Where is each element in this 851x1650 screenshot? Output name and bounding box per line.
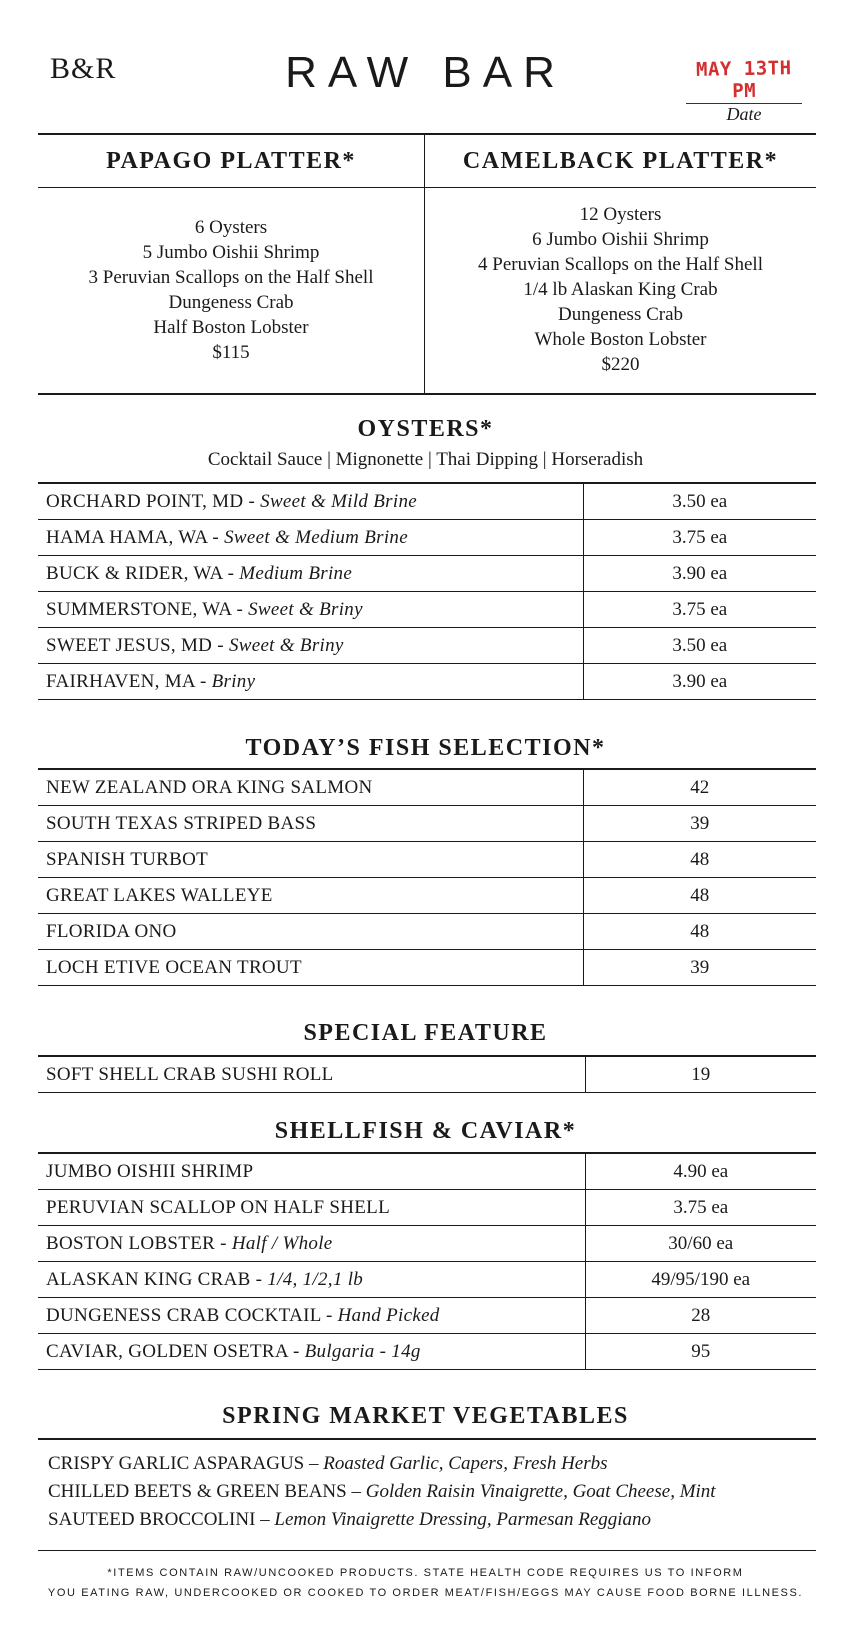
item-name: SOFT SHELL CRAB SUSHI ROLL: [38, 1056, 585, 1093]
item-price: 3.50 ea: [583, 628, 816, 664]
item-name: HAMA HAMA, WA: [46, 526, 208, 548]
item-name: LOCH ETIVE OCEAN TROUT: [38, 950, 583, 986]
table-row: [38, 1298, 816, 1334]
item-name-cell: CAVIAR, GOLDEN OSETRA - Bulgaria - 14g: [38, 1334, 585, 1370]
item-name: GREAT LAKES WALLEYE: [38, 878, 583, 914]
table-row: [38, 592, 816, 628]
item-desc: 1/4, 1/2,1 lb: [267, 1268, 364, 1290]
health-notice-line: YOU EATING RAW, UNDERCOOKED OR COOKED TO ORDER MEAT/FISH/EGGS MAY CAUSE FOOD BORNE ILLNESS.: [47, 1587, 804, 1599]
platter-item: 6 Jumbo Oishii Shrimp: [532, 229, 709, 250]
item-price: 48: [583, 878, 816, 914]
table-row: [38, 556, 816, 592]
item-name: CRISPY GARLIC ASPARAGUS: [48, 1453, 305, 1474]
platters-box: [38, 133, 816, 395]
section-title-vegetables: SPRING MARKET VEGETABLES: [222, 1403, 629, 1429]
item-price: 30/60 ea: [585, 1226, 816, 1262]
fish-table: [38, 768, 816, 986]
platter-items-papago: [38, 215, 424, 365]
date-label: Date: [726, 104, 762, 124]
item-desc: Bulgaria - 14g: [304, 1340, 421, 1362]
item-desc: Golden Raisin Vinaigrette, Goat Cheese, Mint: [365, 1481, 716, 1502]
item-price: 95: [585, 1334, 816, 1370]
table-row: [38, 1334, 816, 1370]
item-desc: Sweet & Briny: [228, 634, 344, 656]
logo: B&R: [50, 52, 117, 85]
oysters-table: [38, 482, 816, 700]
item-desc: Hand Picked: [337, 1304, 440, 1326]
item-desc: Sweet & Briny: [248, 598, 363, 620]
table-row: [38, 950, 816, 986]
item-name-cell: BOSTON LOBSTER - Half / Whole: [38, 1226, 585, 1262]
item-name-cell: ALASKAN KING CRAB - 1/4, 1/2,1 lb: [38, 1262, 585, 1298]
item-price: 3.90 ea: [583, 664, 816, 700]
table-row: [38, 664, 816, 700]
item-price: 3.50 ea: [583, 483, 816, 520]
item-price: 39: [583, 950, 816, 986]
section-title-fish: TODAY’S FISH SELECTION*: [245, 735, 606, 761]
item-price: 4.90 ea: [585, 1153, 816, 1190]
item-name: FLORIDA ONO: [38, 914, 583, 950]
item-name: PERUVIAN SCALLOP ON HALF SHELL: [38, 1190, 585, 1226]
item-name: SUMMERSTONE, WA: [46, 598, 232, 620]
item-desc: Half / Whole: [231, 1232, 333, 1254]
item-price: 3.75 ea: [583, 592, 816, 628]
item-name: SAUTEED BROCCOLINI: [48, 1509, 256, 1530]
special-table: [38, 1055, 816, 1093]
platter-item: 1/4 lb Alaskan King Crab: [523, 279, 718, 300]
list-item: SAUTEED BROCCOLINI – Lemon Vinaigrette Dressing, Parmesan Reggiano: [48, 1509, 652, 1530]
table-row: [38, 769, 816, 806]
platter-price: $220: [601, 354, 640, 375]
item-name-cell: HAMA HAMA, WA - Sweet & Medium Brine: [38, 520, 583, 556]
item-name: DUNGENESS CRAB COCKTAIL: [46, 1304, 321, 1326]
platter-item: 5 Jumbo Oishii Shrimp: [142, 242, 320, 263]
item-price: 19: [585, 1056, 816, 1093]
platter-item: 6 Oysters: [194, 217, 268, 238]
item-name-cell: SUMMERSTONE, WA - Sweet & Briny: [38, 592, 583, 628]
section-title-oysters: OYSTERS*: [357, 416, 494, 442]
health-notice-line: *ITEMS CONTAIN RAW/UNCOOKED PRODUCTS. STATE HEALTH CODE REQUIRES US TO INFORM: [107, 1567, 744, 1579]
item-name: BOSTON LOBSTER: [46, 1232, 216, 1254]
item-desc: Briny: [211, 670, 256, 692]
table-row: [38, 483, 816, 520]
item-desc: Lemon Vinaigrette Dressing, Parmesan Reggiano: [274, 1509, 652, 1530]
date-block: [680, 58, 808, 125]
date-value: MAY 13TH PM: [695, 57, 792, 103]
item-name: NEW ZEALAND ORA KING SALMON: [38, 769, 583, 806]
page-title: RAW BAR: [285, 48, 566, 97]
list-item: CHILLED BEETS & GREEN BEANS – Golden Raisin Vinaigrette, Goat Cheese, Mint: [48, 1481, 716, 1502]
health-notice: [0, 1563, 851, 1603]
platter-title-camelback: CAMELBACK PLATTER*: [462, 148, 779, 174]
item-name: CHILLED BEETS & GREEN BEANS: [48, 1481, 347, 1502]
list-item: CRISPY GARLIC ASPARAGUS – Roasted Garlic, Capers, Fresh Herbs: [48, 1453, 608, 1474]
item-name-cell: ORCHARD POINT, MD - Sweet & Mild Brine: [38, 483, 583, 520]
shellfish-table: [38, 1152, 816, 1370]
platter-item: Whole Boston Lobster: [534, 329, 707, 350]
table-row: [38, 914, 816, 950]
item-name: FAIRHAVEN, MA: [46, 670, 195, 692]
platter-item: 3 Peruvian Scallops on the Half Shell: [88, 267, 374, 288]
item-desc: Sweet & Mild Brine: [260, 490, 417, 512]
platter-price: $115: [212, 342, 250, 363]
item-name: SOUTH TEXAS STRIPED BASS: [38, 806, 583, 842]
platter-item: 4 Peruvian Scallops on the Half Shell: [478, 254, 763, 275]
item-name: CAVIAR, GOLDEN OSETRA: [46, 1340, 288, 1362]
oyster-sauces: Cocktail Sauce | Mignonette | Thai Dipping | Horseradish: [207, 449, 644, 470]
platter-items-camelback: [425, 202, 816, 377]
item-name: JUMBO OISHII SHRIMP: [38, 1153, 585, 1190]
item-price: 28: [585, 1298, 816, 1334]
item-price: 48: [583, 842, 816, 878]
item-price: 48: [583, 914, 816, 950]
item-price: 42: [583, 769, 816, 806]
table-row: [38, 628, 816, 664]
item-name: SWEET JESUS, MD: [46, 634, 213, 656]
item-price: 49/95/190 ea: [585, 1262, 816, 1298]
item-price: 3.75 ea: [583, 520, 816, 556]
platter-item: Half Boston Lobster: [153, 317, 309, 338]
section-title-special: SPECIAL FEATURE: [303, 1020, 548, 1046]
table-row: [38, 1226, 816, 1262]
platter-item: Dungeness Crab: [168, 292, 294, 313]
item-name-cell: SWEET JESUS, MD - Sweet & Briny: [38, 628, 583, 664]
item-desc: Sweet & Medium Brine: [224, 526, 408, 548]
item-name-cell: BUCK & RIDER, WA - Medium Brine: [38, 556, 583, 592]
table-row: [38, 878, 816, 914]
item-price: 39: [583, 806, 816, 842]
item-name: ALASKAN KING CRAB: [46, 1268, 251, 1290]
platter-header-divider: [38, 187, 816, 188]
item-name: SPANISH TURBOT: [38, 842, 583, 878]
divider: [38, 1550, 816, 1551]
section-title-shellfish: SHELLFISH & CAVIAR*: [274, 1118, 577, 1144]
table-row: [38, 1190, 816, 1226]
table-row: [38, 842, 816, 878]
item-price: 3.75 ea: [585, 1190, 816, 1226]
platter-item: 12 Oysters: [579, 204, 662, 225]
platter-title-papago: PAPAGO PLATTER*: [106, 148, 356, 174]
table-row: [38, 1262, 816, 1298]
table-row: [38, 1056, 816, 1093]
vegetables-list: [48, 1450, 716, 1534]
item-name-cell: DUNGENESS CRAB COCKTAIL - Hand Picked: [38, 1298, 585, 1334]
platter-item: Dungeness Crab: [557, 304, 684, 325]
item-price: 3.90 ea: [583, 556, 816, 592]
table-row: [38, 1153, 816, 1190]
item-desc: Roasted Garlic, Capers, Fresh Herbs: [323, 1453, 608, 1474]
item-name: BUCK & RIDER, WA: [46, 562, 223, 584]
item-name-cell: FAIRHAVEN, MA - Briny: [38, 664, 583, 700]
item-name: ORCHARD POINT, MD: [46, 490, 244, 512]
table-row: [38, 520, 816, 556]
item-desc: Medium Brine: [239, 562, 353, 584]
divider: [38, 1438, 816, 1440]
table-row: [38, 806, 816, 842]
